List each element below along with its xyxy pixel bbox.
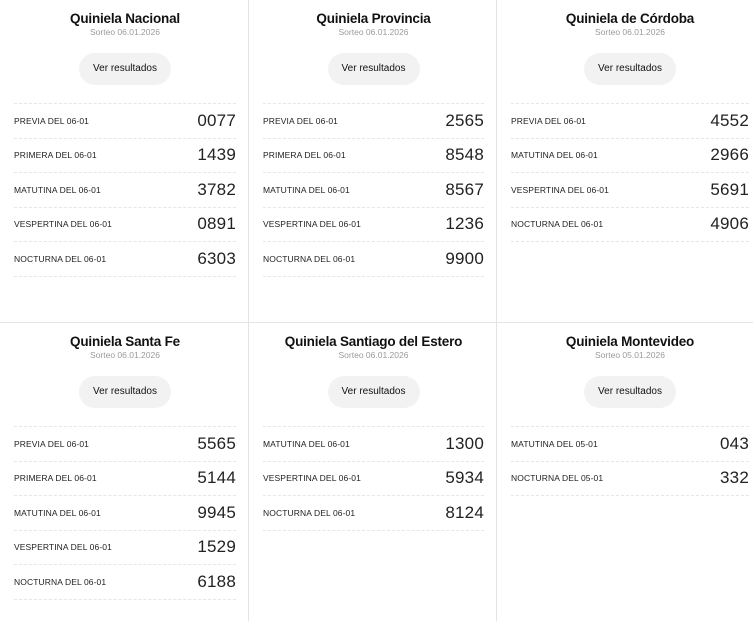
result-number: 9900 <box>445 248 484 268</box>
result-label: PREVIA DEL 06-01 <box>511 115 586 126</box>
result-number: 1236 <box>445 214 484 234</box>
card-subtitle: Sorteo 06.01.2026 <box>338 27 409 37</box>
results-list <box>511 426 749 496</box>
result-number: 8124 <box>445 502 484 522</box>
result-row <box>14 531 236 566</box>
card-title: Quiniela Santiago del Estero <box>284 334 463 349</box>
result-label: VESPERTINA DEL 06-01 <box>511 184 609 195</box>
card-quiniela-montevideo <box>497 323 753 621</box>
card-header <box>263 334 484 408</box>
result-number: 4552 <box>710 110 749 130</box>
result-number: 5934 <box>445 468 484 488</box>
result-label: PRIMERA DEL 06-01 <box>263 150 346 161</box>
result-label: MATUTINA DEL 06-01 <box>263 438 350 449</box>
result-number: 0077 <box>197 110 236 130</box>
results-list <box>14 103 236 277</box>
card-header <box>263 11 484 85</box>
result-number: 5691 <box>710 179 749 199</box>
result-number: 3782 <box>197 179 236 199</box>
ver-resultados-button[interactable]: Ver resultados <box>79 376 171 408</box>
result-row <box>511 427 749 462</box>
result-row <box>14 427 236 462</box>
result-label: NOCTURNA DEL 06-01 <box>263 507 356 518</box>
result-label: VESPERTINA DEL 06-01 <box>14 542 112 553</box>
card-header <box>511 11 749 85</box>
result-row <box>14 242 236 277</box>
results-list <box>263 103 484 277</box>
result-row <box>511 462 749 497</box>
result-number: 1439 <box>197 145 236 165</box>
card-title: Quiniela de Córdoba <box>565 11 695 26</box>
result-label: PREVIA DEL 06-01 <box>14 438 89 449</box>
card-subtitle: Sorteo 05.01.2026 <box>595 350 665 360</box>
result-number: 4906 <box>710 214 749 234</box>
result-label: PREVIA DEL 06-01 <box>14 115 89 126</box>
result-label: MATUTINA DEL 05-01 <box>511 438 598 449</box>
result-number: 8567 <box>445 179 484 199</box>
ver-resultados-button[interactable]: Ver resultados <box>79 53 171 85</box>
result-number: 5144 <box>197 468 236 488</box>
result-number: 5565 <box>197 433 236 453</box>
card-title: Quiniela Provincia <box>316 11 431 26</box>
result-row <box>263 173 484 208</box>
ver-resultados-button[interactable]: Ver resultados <box>584 376 676 408</box>
result-row <box>263 208 484 243</box>
results-list <box>14 426 236 600</box>
result-label: VESPERTINA DEL 06-01 <box>263 219 361 230</box>
result-number: 0891 <box>197 214 236 234</box>
card-quiniela-santiago-del-estero <box>249 323 497 621</box>
result-row <box>14 496 236 531</box>
card-title: Quiniela Santa Fe <box>70 334 180 349</box>
card-quiniela-provincia <box>249 0 497 323</box>
card-quiniela-santa-fe <box>0 323 249 621</box>
card-quiniela-cordoba <box>497 0 753 323</box>
result-number: 332 <box>720 468 749 488</box>
result-row <box>511 104 749 139</box>
result-label: NOCTURNA DEL 06-01 <box>14 253 107 264</box>
card-subtitle: Sorteo 06.01.2026 <box>338 350 409 360</box>
card-subtitle: Sorteo 06.01.2026 <box>595 27 665 37</box>
result-label: NOCTURNA DEL 06-01 <box>263 253 356 264</box>
result-number: 043 <box>720 433 749 453</box>
result-number: 1300 <box>445 433 484 453</box>
result-number: 2966 <box>710 145 749 165</box>
result-row <box>14 565 236 600</box>
result-number: 8548 <box>445 145 484 165</box>
result-label: NOCTURNA DEL 06-01 <box>511 219 604 230</box>
card-title: Quiniela Montevideo <box>565 334 695 349</box>
result-label: NOCTURNA DEL 06-01 <box>14 576 107 587</box>
result-row <box>14 139 236 174</box>
result-label: VESPERTINA DEL 06-01 <box>263 473 361 484</box>
result-row <box>511 139 749 174</box>
result-label: PRIMERA DEL 06-01 <box>14 150 97 161</box>
result-row <box>511 208 749 243</box>
result-label: MATUTINA DEL 06-01 <box>14 507 101 518</box>
result-number: 1529 <box>197 537 236 557</box>
result-number: 6188 <box>197 571 236 591</box>
results-list <box>511 103 749 242</box>
result-row <box>263 104 484 139</box>
result-row <box>263 462 484 497</box>
result-number: 2565 <box>445 110 484 130</box>
card-quiniela-nacional <box>0 0 249 323</box>
ver-resultados-button[interactable]: Ver resultados <box>328 376 420 408</box>
result-row <box>263 496 484 531</box>
result-label: PRIMERA DEL 06-01 <box>14 473 97 484</box>
result-row <box>14 462 236 497</box>
card-header <box>14 334 236 408</box>
result-label: VESPERTINA DEL 06-01 <box>14 219 112 230</box>
card-subtitle: Sorteo 06.01.2026 <box>90 350 160 360</box>
result-label: PREVIA DEL 06-01 <box>263 115 338 126</box>
ver-resultados-button[interactable]: Ver resultados <box>584 53 676 85</box>
result-label: NOCTURNA DEL 05-01 <box>511 473 604 484</box>
result-row <box>14 173 236 208</box>
result-label: MATUTINA DEL 06-01 <box>14 184 101 195</box>
result-row <box>511 173 749 208</box>
result-row <box>263 139 484 174</box>
card-header <box>511 334 749 408</box>
result-label: MATUTINA DEL 06-01 <box>511 150 598 161</box>
result-row <box>263 242 484 277</box>
result-number: 9945 <box>197 502 236 522</box>
card-header <box>14 11 236 85</box>
result-row <box>263 427 484 462</box>
results-list <box>263 426 484 531</box>
result-row <box>14 104 236 139</box>
ver-resultados-button[interactable]: Ver resultados <box>328 53 420 85</box>
card-title: Quiniela Nacional <box>70 11 180 26</box>
card-subtitle: Sorteo 06.01.2026 <box>90 27 160 37</box>
result-number: 6303 <box>197 248 236 268</box>
result-row <box>14 208 236 243</box>
result-label: MATUTINA DEL 06-01 <box>263 184 350 195</box>
